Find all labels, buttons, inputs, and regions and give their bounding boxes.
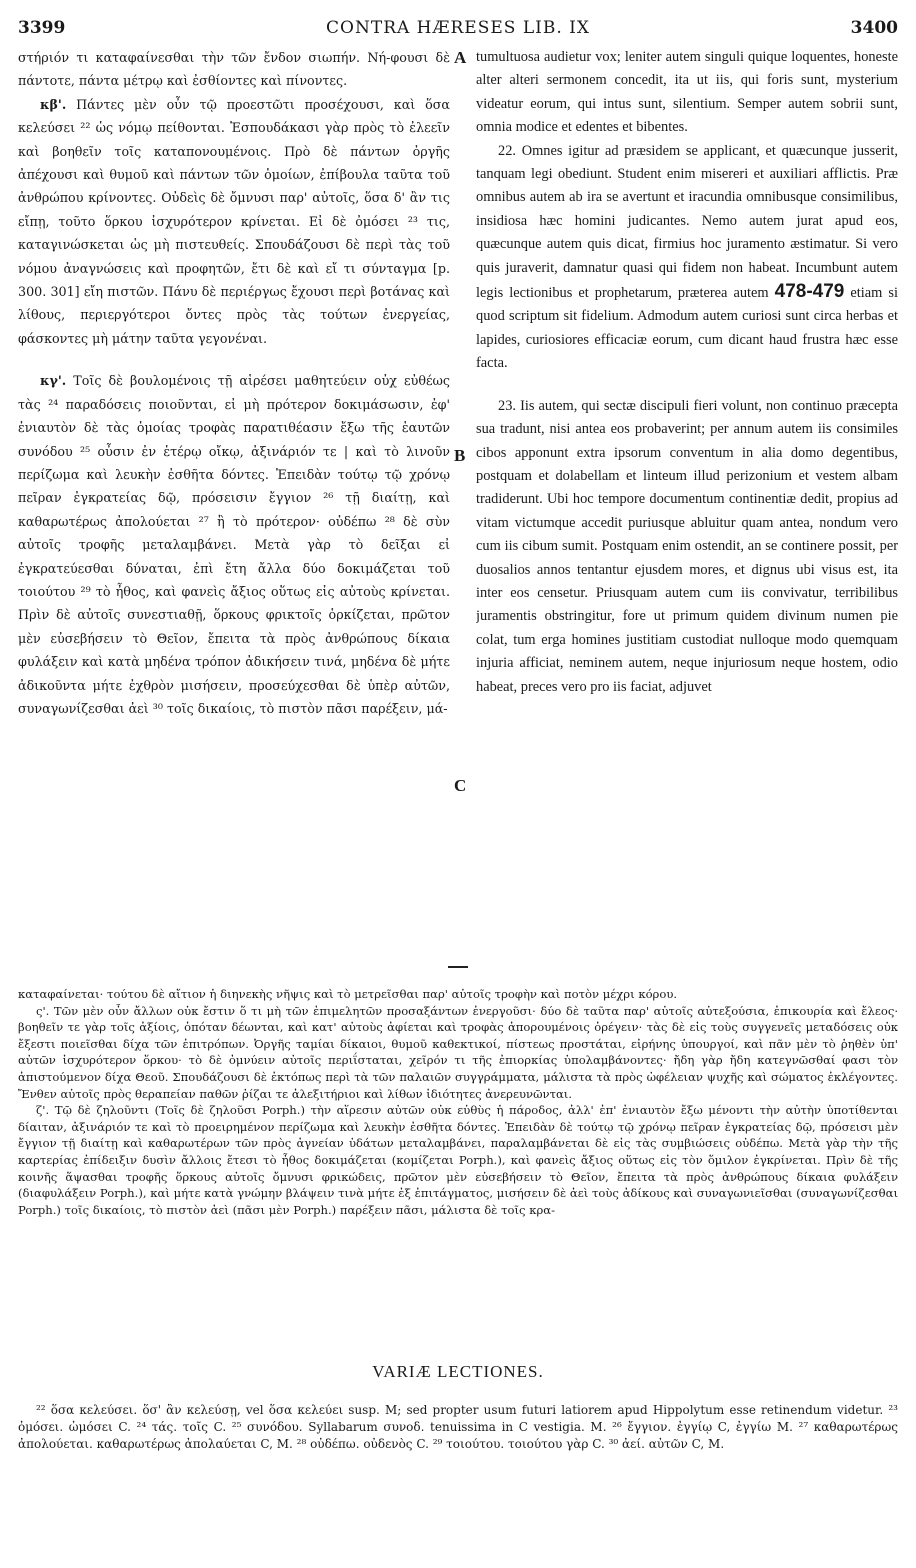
greek-section-label: κγ'. bbox=[40, 373, 67, 389]
variae-lectiones-heading: VARIÆ LECTIONES. bbox=[372, 1362, 544, 1381]
latin-paragraph-22 bbox=[476, 140, 898, 376]
latin-paragraph-23 bbox=[476, 395, 898, 699]
running-title: CONTRA HÆRESES LIB. IX bbox=[326, 18, 590, 38]
variae-lectiones bbox=[18, 1402, 898, 1552]
latin-section-label: 23. bbox=[498, 397, 516, 414]
greek-paragraph-22 bbox=[18, 93, 450, 350]
note-paragraph: ζ'. Τῷ δὲ ζηλοῦντι (Τοῖς δὲ ζηλοῦσι Porph.) τὴν αἵρεσιν αὐτῶν οὐκ εὐθὺς ἡ πάροδος, ἀλλ' ἐπ' ἐνιαυτὸν ἔξω μένοντι τὴν αὐτὴν ὑποτίθενται δίαιταν, ἀξινάριόν τε καὶ τὸ προειρημένον περίζωμα καὶ λευκὴν ἐσθῆτα δόντες. Ἐπειδὰν δὲ τούτῳ τῷ χρόνῳ πεῖραν ἐγκρατείας δῷ, πρόσεισι μὲν ἔγγιον τῇ διαίτῃ καὶ καθαρωτέρων τῶν πρὸς ἁγνείαν ὑδάτων μεταλαμβάνει, παραλαμβάνεται δὲ εἰς τὰς συμβιώσεις οὐδέπω. Μετὰ γὰρ τὴν τῆς καρτερίας ἐπίδειξιν δυσὶν ἄλλοις ἔτεσι τὸ ἦθος δοκιμάζεται (κομίζεται Porph.), καὶ φανεὶς ἄξιος οὕτως εἰς τὸν ὅμιλον ἐγκρίνεται. Πρὶν δὲ τῆς κοινῆς ἅψασθαι τροφῆς ὅρκους αὐτοῖς ὄμνυσι φρικώδεις, πρῶτον μὲν εὐσεβήσειν τὸ Θεῖον, ἔπειτα τὰ πρὸς ἀνθρώπους δίκαια φυλάξειν (διαφυλάξειν Porph.), καὶ μήτε κατὰ γνώμην βλάψειν τινὰ μήτε ἐξ ἐπιτάγματος, μισήσειν δὲ ἀεὶ τοὺς ἀδίκους καὶ συναγωνιεῖσθαι (συναγωνίζεσθαι Porph.) τοῖς δικαίοις, τὸ πιστὸν ἀεὶ (πᾶσι μὲν Porph.) παρέξειν πᾶσι, μάλιστα δὲ τοῖς κρα- bbox=[18, 1103, 898, 1217]
greek-paragraph-23 bbox=[18, 369, 450, 720]
margin-marker-b: B bbox=[454, 446, 466, 465]
latin-paragraph-22-text: Omnes igitur ad præsidem se applicant, et quæcunque jusserit, tanquam legi obediunt. Student enim misereri et auxiliari afflictis. Præ omnibus autem ab ira se avertunt et iracundia omnibusque consimilibus, insidiosa hæc homini judicantes. Nemo autem jurat apud eos, quæcunque autem quis dicat, firmius hoc juramento æstimatur. Si vero quis juraverit, damnatur quasi qui fidem non habeat. Incumbunt autem legis lectionibus et prophetarum, præterea autem bbox=[476, 142, 898, 302]
note-paragraph: καταφαίνεται· τούτου δὲ αἴτιον ἡ διηνεκὴς νῆψις καὶ τὸ μετρεῖσθαι παρ' αὐτοῖς τροφὴν καὶ ποτὸν μέχρι κόρου. bbox=[18, 987, 678, 1001]
greek-paragraph-23-text: Τοῖς δὲ βουλομένοις τῇ αἱρέσει μαθητεύειν οὐχ εὐθέως τὰς ²⁴ παραδόσεις ποιοῦνται, εἰ μὴ πρότερον δοκιμάσωσιν, ἐφ' ἐνιαυτὸν δὲ τὰς ὁμοίας τροφὰς παρατιθέασιν ἔξω τῆς ἑαυτῶν συνόδου ²⁵ οὖσιν ἐν ἑτέρῳ οἴκῳ, ἀξινάριόν τε | καὶ τὸ λινοῦν περίζωμα καὶ λευκὴν ἐσθῆτα δόντες. Ἐπειδὰν τούτῳ τῷ χρόνῳ πεῖραν ἐγκρατείας δῷ, πρόσεισιν ἔγγιον ²⁶ τῇ διαίτῃ, καὶ καθαρωτέρως ἀπολούεται ²⁷ ἢ τὸ πρότερον· οὐδέπω ²⁸ δὲ σὺν αὐτοῖς τροφῆς μεταλαμβάνει. Μετὰ γὰρ τὸ δεῖξαι εἰ ἐγκρατεύεσθαι δύναται, ἐπὶ ἔτη ἄλλα δύο δοκιμάζεται τοῦ τοιούτου ²⁹ τὸ ἦθος, καὶ φανεὶς ἄξιος οὕτως εἰς αὐτοὺς κρίνεται. Πρὶν δὲ αὐτοῖς συνεστιαθῇ, ὅρκους φρικτοῖς ὁρκίζεται, πρῶτον μὲν εὐσεβήσειν τὸ Θεῖον, ἔπειτα τὰ πρὸς ἀνθρώπους δίκαια φυλάξειν καὶ κατὰ μηδένα τρόπον ἀδικήσειν τινά, μηδένα δὲ μήτε ἀδικοῦντα μήτε ἐχθρὸν μισήσειν, προσεύχεσθαι δὲ ὑπὲρ αὐτῶν, συναγωνίζεσθαι ἀεὶ ³⁰ τοῖς δικαίοις, τὸ πιστὸν πᾶσι παρέξειν, μά- bbox=[18, 373, 450, 716]
margin-marker-c: C bbox=[454, 776, 467, 795]
latin-paragraph-22-continued: etiam si quod scriptum sit fidelium. Admodum autem curiosi sunt circa herbas et lapides, curiosiores efficaciæ eorum, cum dicant haud frustra hæc esse facta. bbox=[476, 285, 898, 372]
page-number-left: 3399 bbox=[18, 18, 66, 38]
reference-number: 478-479 bbox=[774, 281, 845, 303]
greek-column bbox=[18, 46, 450, 954]
latin-paragraph-23-text: Iis autem, qui sectæ discipuli fieri volunt, non continuo præcepta sua tradunt, nisi antea eos probaverint; per annum autem iis consimiles cibos apponunt extra ipsorum conventum in alia domo degentibus, postquam et dolabellam et linteum illud perizonium et vestem albam tradiderunt. Ubi hoc tempore documentum continentiæ dedit, propius ad vitam victumque accedit puriusque abluitur quam antea, nondum vero cum iis cibum sumit. Postquam enim ostendit, an se continere possit, per duosalios annos tentantur ejusdem mores, et dignus ubi visus est, ita inter eos censetur. Priusquam autem cum iis convivatur, terribilibus juramentis obstringitur, fore ut primum quidem divinum numen pie colat, tum erga homines justitiam custodiat nulloque modo quemquam injuria afficiat, neminem autem, neque injuriosum neque hostem, odio habeat, preces vero pro iis faciat, adjuvet bbox=[476, 397, 898, 695]
note-paragraph: ς'. Τῶν μὲν οὖν ἄλλων οὐκ ἔστιν ὅ τι μὴ τῶν ἐπιμελητῶν προσαξάντων ἐνεργοῦσι· δύο δὲ ταῦτα παρ' αὐτοῖς αὐτεξούσια, ἐπικουρία καὶ ἔλεος· βοηθεῖν τε γὰρ τοῖς ἀξίοις, ὁπόταν δέωνται, καὶ κατ' αὐτοὺς ἀφίεται καὶ τροφὰς ἀπορουμένοις ὀρέγειν· τὰς δὲ εἰς τοὺς συγγενεῖς μεταδόσεις οὐκ ἔξεστι ποιεῖσθαι δίχα τῶν ἐπιτρόπων. Ὀργῆς ταμίαι δίκαιοι, θυμοῦ καθεκτικοί, πίστεως προστάται, εἰρήνης ὑπουργοί, καὶ πᾶν μὲν τὸ ῥηθὲν ὑπ' αὐτῶν ἰσχυρότερον ὅρκου· τὸ δὲ ὀμνύειν αὐτοῖς περιΐσταται, χεῖρόν τι τῆς ἐπιορκίας ὑπολαμβάνοντες· ἤδη γὰρ ἤδη κατεγνῶσθαί φασι τὸν ἀπιστούμενον δίχα Θεοῦ. Σπουδάζουσι δὲ ἐκτόπως περὶ τὰ τῶν παλαιῶν συγγράμματα, μάλιστα τὰ πρὸς ὠφέλειαν ψυχῆς καὶ σώματος ἐκλέγοντες. Ἔνθεν αὐτοῖς πρὸς θεραπείαν παθῶν ῥίζαι τε ἀλεξιτήριοι καὶ λίθων ἰδιότητες ἀνερευνῶνται. bbox=[18, 1003, 898, 1101]
latin-column bbox=[476, 46, 898, 954]
variae-lectiones-text: ²² ὅσα κελεύσει. ὅσ' ἂν κελεύσῃ, vel ὅσα κελεύει susp. M; sed propter usum futuri latiorem apud Hippolytum esse retinendum videtur. ²³ ὀμόσει. ὠμόσει C. ²⁴ τάς. τοῖς C. ²⁵ συνόδου. Syllabarum συνοδ. tenuissima in C vestigia. M. ²⁶ ἔγγιον. ἐγγίῳ C, ἐγγίω M. ²⁷ καθαρωτέρως ἀπολούεται. καθαρωτέρως ἀπολαύεται C, M. ²⁸ οὐδέπω. οὐδενὸς C. ²⁹ τοιούτου. τοιούτου γὰρ C. ³⁰ ἀεί. αὐτῶν C, M. bbox=[18, 1403, 898, 1451]
greek-paragraph-1: στήριόν τι καταφαίνεσθαι τὴν τῶν ἔνδον σιωπήν. Νή-φουσι δὲ πάντοτε, πάντα μέτρῳ καὶ ἐσθίοντες καὶ πίνοντες. bbox=[18, 50, 450, 89]
latin-paragraph-1: tumultuosa audietur vox; leniter autem singuli quique loquentes, honeste alter alteri sermonem concedit, ita ut iis, qui foris sunt, mysterium videatur eorum, qui intus sunt, silentium. Semper autem sobrii sunt, omnia modice et edentes et bibentes. bbox=[476, 49, 898, 136]
margin-marker-a: A bbox=[454, 48, 467, 67]
greek-paragraph-22-text: Πάντες μὲν οὖν τῷ προεστῶτι προσέχουσι, καὶ ὅσα κελεύσει ²² ὡς νόμῳ πείθονται. Ἐσπουδάκασι γὰρ πρὸς τὸ ἐλεεῖν καὶ βοηθεῖν τοῖς καταπονουμένοις. Πρὸ δὲ πάντων ὀργῆς ἀπέχουσι καὶ θυμοῦ καὶ πάντων τῶν ὁμοίων, ἐπίβουλα ταῦτα τοῦ ἀνθρώπου κρίνοντες. Οὐδεὶς δὲ ὄμνυσι παρ' αὐτοῖς, ὅσα δ' ἂν τις εἴπῃ, τοῦτο ὅρκου ἰσχυρότερον κρίνεται. Εἰ δὲ ὀμόσει ²³ τις, καταγινώσκεται ὡς μὴ πιστευθείς. Σπουδάζουσι δὲ περὶ τὰς τοῦ νόμου ἀναγνώσεις καὶ προφητῶν, ἔτι δὲ καὶ εἴ τι σύνταγμα [p. 300. 301] εἴη πιστῶν. Πάνυ δὲ περιέργως ἔχουσι περὶ βοτάνας καὶ λίθους, περιεργότεροι ὄντες πρὸς τὰς τούτων ἐνεργείας, φάσκοντες μὴ μάτην ταῦτα γεγονέναι. bbox=[18, 96, 450, 346]
page-header bbox=[18, 18, 898, 42]
section-divider bbox=[448, 966, 468, 968]
greek-section-label: κβ'. bbox=[40, 96, 67, 112]
latin-section-label: 22. bbox=[498, 142, 516, 159]
page-number-right: 3400 bbox=[850, 18, 898, 38]
comparative-notes bbox=[18, 986, 898, 1342]
